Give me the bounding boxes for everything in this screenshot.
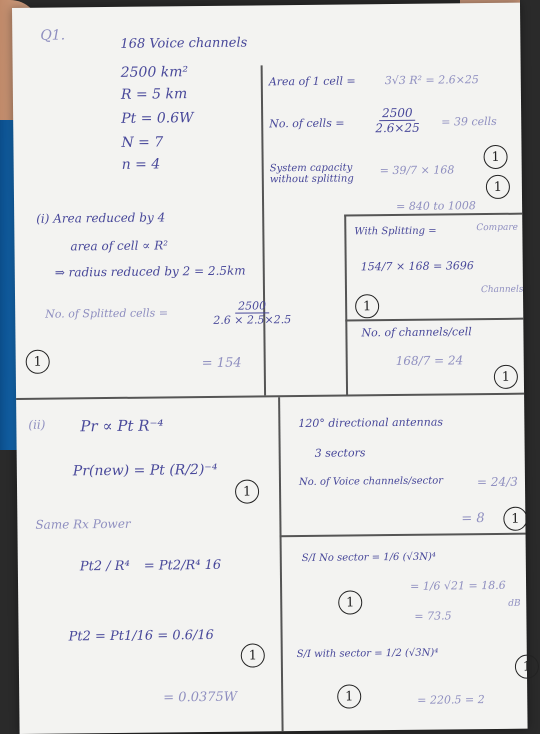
given-cluster: N = 7	[121, 134, 164, 151]
si-no-sector: S/I No sector = 1/6 (√3N)⁴	[301, 551, 436, 564]
answer-sheet	[12, 3, 532, 734]
eq2: Pt2 = Pt1/16 = 0.6/16	[68, 627, 214, 645]
mark-circle: 1	[494, 365, 518, 389]
part-i-title: (i) Area reduced by 4	[36, 210, 166, 226]
divider-bottom-right	[280, 533, 526, 537]
with-split-note: Compare	[476, 222, 518, 234]
area-cell-label: Area of 1 cell =	[268, 74, 356, 89]
capacity-label: System capacity without splitting	[269, 162, 354, 186]
si-with-sector: S/I with sector = 1/2 (√3N)⁴	[296, 647, 439, 661]
split-denominator: 2.6 × 2.5×2.5	[213, 313, 292, 327]
given-channels: 168 Voice channels	[120, 35, 248, 52]
si-no-sector-3: = 73.5	[414, 609, 452, 623]
given-pathloss: n = 4	[121, 156, 161, 173]
eq1-right: = Pt2/R⁴ 16	[143, 557, 222, 574]
sectors-label: 3 sectors	[314, 446, 366, 460]
num-cells-result: = 39 cells	[441, 114, 497, 129]
divider-right-top	[344, 213, 522, 216]
given-power: Pt = 0.6W	[121, 110, 194, 127]
divider-top-vertical	[261, 65, 266, 395]
per-cell-label: No. of channels/cell	[361, 325, 472, 340]
mark-circle: 1	[486, 175, 510, 199]
num-cells-label: No. of cells =	[269, 116, 345, 131]
capacity-expr: = 39/7 × 168	[379, 163, 455, 178]
pr-proportion: Pr ∝ Pt R⁻⁴	[80, 416, 164, 436]
capacity-result: = 840 to 1008	[396, 199, 476, 213]
given-area: 2500 km²	[120, 64, 189, 81]
question-label: Q1.	[40, 27, 66, 44]
split-fraction	[213, 299, 291, 327]
divider-bottom-vertical	[278, 397, 283, 731]
part-ii-title: (ii)	[28, 417, 46, 432]
area-cell-expr: 3√3 R² = 2.6×25	[384, 73, 479, 88]
mark-circle: 1	[338, 590, 362, 614]
part-i-line3: ⇒ radius reduced by 2 = 2.5km	[54, 263, 246, 280]
power-result: = 0.0375W	[163, 689, 238, 706]
part-i-line2: area of cell ∝ R²	[70, 238, 169, 254]
mark-circle: 1	[483, 145, 507, 169]
mark-circle: 1	[503, 507, 527, 531]
given-radius: R = 5 km	[120, 86, 188, 103]
split-label: No. of Splitted cells =	[45, 306, 169, 321]
per-cell-expr: 168/7 = 24	[395, 353, 464, 369]
same-power: Same Rx Power	[35, 516, 131, 532]
vc-result: = 8	[461, 511, 485, 527]
mark-circle: 1	[26, 350, 50, 374]
with-split-label: With Splitting =	[354, 225, 437, 238]
si-no-sector-2: = 1/6 √21 = 18.6	[410, 578, 506, 593]
antenna-label: 120° directional antennas	[298, 415, 444, 431]
divider-right-mid	[345, 318, 523, 321]
mark-circle: 1	[515, 655, 539, 679]
mark-circle: 1	[241, 643, 265, 667]
vc-label: No. of Voice channels/sector	[298, 475, 444, 489]
eq1-left: Pt2 / R⁴	[79, 558, 130, 575]
num-cells-numerator: 2500	[379, 106, 416, 121]
with-split-expr: 154/7 × 168 = 3696	[360, 259, 474, 274]
divider-main-horizontal	[16, 393, 524, 400]
vc-expr: = 24/3	[476, 474, 518, 490]
mark-circle: 1	[337, 684, 361, 708]
si-no-sector-unit: dB	[508, 598, 521, 609]
split-numerator: 2500	[235, 299, 269, 313]
si-with-sector-2: = 220.5 = 2	[417, 693, 485, 707]
split-result: = 154	[201, 355, 242, 372]
with-split-unit: Channels	[480, 284, 524, 296]
pr-new: Pr(new) = Pt (R/2)⁻⁴	[72, 461, 218, 480]
num-cells-fraction	[375, 106, 420, 135]
mark-circle: 1	[355, 294, 379, 318]
divider-mid-vertical	[344, 215, 347, 395]
mark-circle: 1	[235, 479, 259, 503]
num-cells-denominator: 2.6×25	[375, 120, 420, 136]
